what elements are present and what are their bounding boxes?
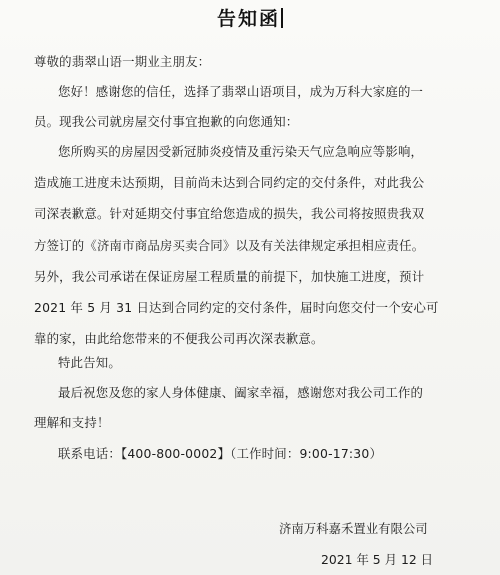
letter-title: 告知函 [216, 8, 280, 30]
body-line: 方签订的《济南市商品房买卖合同》以及有关法律规定承担相应责任。 [34, 238, 425, 253]
closing-notice: 特此告知。 [58, 355, 121, 370]
body-line: 造成施工进度未达预期，目前尚未达到合同约定的交付条件，对此我公 [34, 175, 425, 190]
title-row [0, 7, 500, 31]
contact-phone: 联系电话：【400-800-0002】（工作时间：9:00-17:30） [58, 446, 383, 461]
body-line: 另外，我公司承诺在保证房屋工程质量的前提下，加快施工进度，预计 [34, 269, 425, 284]
body-line: 靠的家，由此给您带来的不便我公司再次深表歉意。 [34, 331, 324, 346]
body-line: 员。现我公司就房屋交付事宜抱歉的向您通知： [34, 114, 299, 129]
body-line: 您好！感谢您的信任，选择了翡翠山语项目，成为万科大家庭的一 [58, 84, 424, 99]
signature-company: 济南万科嘉禾置业有限公司 [279, 521, 428, 536]
signature-date: 2021 年 5 月 12 日 [321, 552, 434, 567]
body-line: 2021 年 5 月 31 日达到合同约定的交付条件，届时向您交付一个安心可 [34, 300, 439, 315]
body-line: 理解和支持！ [34, 415, 110, 430]
text-cursor [281, 8, 283, 28]
body-line: 司深表歉意。针对延期交付事宜给您造成的损失，我公司将按照贵我双 [34, 206, 425, 221]
salutation: 尊敬的翡翠山语一期业主朋友： [34, 54, 211, 69]
body-line: 您所购买的房屋因受新冠肺炎疫情及重污染天气应急响应等影响， [58, 144, 424, 159]
body-line: 最后祝您及您的家人身体健康、阖家幸福，感谢您对我公司工作的 [58, 385, 424, 400]
